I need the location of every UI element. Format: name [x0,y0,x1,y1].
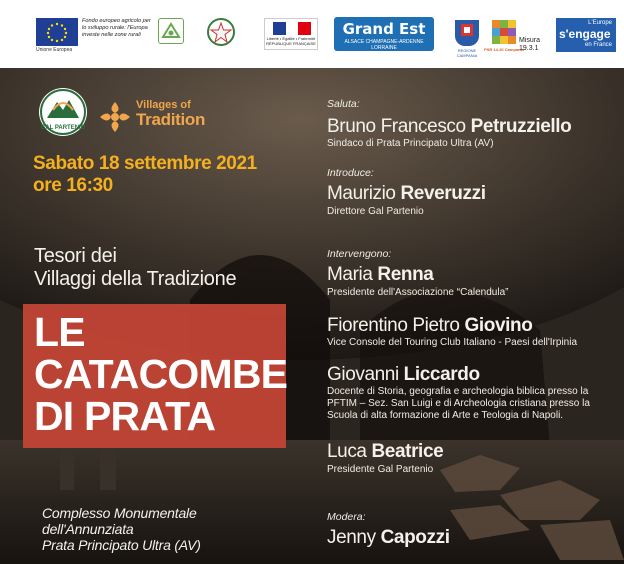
event-subtitle: Tesori dei Villaggi della Tradizione [34,245,237,290]
saluta-label: Saluta: [327,98,360,110]
speaker-role: Docente di Storia, geografia e archeologia biblica presso la PFTIM – Sez. San Luigi e di Archeologia cristiana presso la Scuola di alta formazione di Arte e Teologia di Napoli. [327,386,590,421]
villages-of-line: Villages of [136,99,191,111]
speaker-name: Giovanni Liccardo [327,364,480,385]
eafrd-text: Fondo europeo agricolo per lo sviluppo rurale: l'Europa investe nelle zone rurali [82,18,151,38]
event-date: Sabato 18 settembre 2021 ore 16:30 [33,153,257,196]
villages-of-tradition-icon [98,100,132,134]
grand-est-logo: Grand Est ALSACE CHAMPAGNE-ARDENNE LORRAINE [334,17,434,51]
tradition-line: Tradition [136,110,206,129]
speaker-role: Presidente dell'Associazione “Calendula” [327,287,509,298]
speaker-name: Maria Renna [327,264,434,285]
republique-francaise-logo: Liberté • Égalité • Fraternité RÉPUBLIQUE FRANÇAISE [264,18,318,50]
event-title: LE CATACOMBE DI PRATA [34,309,288,439]
misura-label: Misura 19.3.1 [519,37,541,52]
speaker-role: Direttore Gal Partenio [327,206,424,217]
speaker-name: Fiorentino Pietro Giovino [327,315,533,336]
intervengono-label: Intervengono: [327,248,392,260]
gal-partenio-caption: GAL PARTENIO [40,125,86,131]
speaker-role: Vice Console del Touring Club Italiano - Paesi dell'Irpinia [327,337,578,348]
eu-caption: Unione Europea [36,47,73,53]
regione-campania-crest-icon [455,20,479,46]
speaker-role: Sindaco di Prata Principato Ultra (AV) [327,138,494,149]
leader-logo-icon [158,18,184,44]
introduce-label: Introduce: [327,167,374,179]
sponsor-logo-bar [0,0,624,68]
campania-label: REGIONE CAMPANIA [456,48,478,58]
speaker-name: Jenny Capozzi [327,527,450,548]
europe-sengage-logo: L'Europe s'engage en France [556,18,616,52]
modera-label: Modera: [327,511,366,523]
eu-flag-icon [36,18,78,46]
speaker-name: Bruno Francesco Petruzziello [327,116,572,137]
italian-republic-emblem-icon [206,17,236,47]
psr-label: PSR 14-20 Campania [484,47,524,52]
event-location: Complesso Monumentale dell'Annunziata Prata Principato Ultra (AV) [42,505,201,553]
speaker-name: Luca Beatrice [327,441,444,462]
speaker-name: Maurizio Reveruzzi [327,183,486,204]
psr-campania-logo-icon [492,20,516,46]
speaker-role: Presidente Gal Partenio [327,464,434,475]
